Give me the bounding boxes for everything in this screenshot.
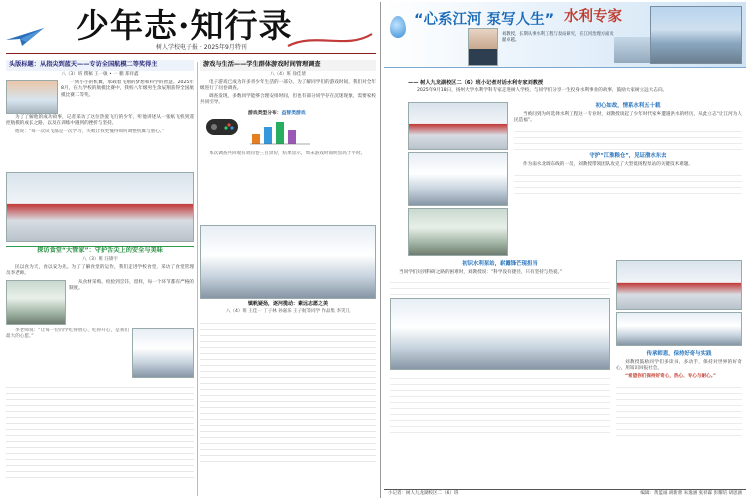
section-4-title: 传承师恩，保持好奇与实践 [646,351,712,357]
game-controller-row [200,109,376,151]
decorative-swash-icon [286,28,374,50]
left-column-b [200,60,376,498]
expert-portrait [468,28,498,66]
right-footer [384,489,746,498]
chart-bar-1 [252,134,260,144]
study-paragraph-3: 本次调查共回收有效问卷三百余份，结果显示，周末游戏时间明显高于平时。 [209,151,366,157]
game-type-chart [248,118,314,146]
interview-column-3 [616,350,742,437]
paper-plane-icon [6,26,46,48]
chart-box [248,111,318,150]
chart-label-text: 游戏类型分布： [248,111,282,117]
newspaper-subtitle: 树人学校电子报 · 2025年9月特刊 [156,44,247,51]
robot-exhibit-photo [200,225,376,299]
classroom-photo-2 [616,260,742,310]
left-page [6,4,376,498]
water-drop-icon [390,16,406,38]
left-column-a [6,60,194,498]
lead-paragraph-3: 他说：“每一次试飞都是一次学习，失败让我更懂得如何调整机翼与重心。” [15,128,165,134]
interview-column-1 [514,102,742,199]
section-4-more [616,382,742,436]
lead-byline: 八（3）班 撰稿 王一敏 • 一 鹏 郑祥鑫 [61,71,139,77]
section-3-more [390,277,610,295]
footer-reporters: 小记者：树人九龙湖校区二（6）班 [388,491,459,496]
canteen-headline: 探访食堂“大管家”：守护舌尖上的安全与美味 [37,247,163,254]
page-divider [380,2,381,498]
study-paragraph-2: 调查发现，多数同学能够合理安排时间，但也有部分同学存在沉迷现象，需要家校共同引导。 [200,93,376,106]
section-1-more [514,126,742,152]
canteen-paragraph-3: 李老师说：“让每一位同学吃得放心、吃得开心，是我们最大的心愿。” [6,327,129,340]
section-3-text: 当同学们问到科研之路的困难时，刘教授说：“科学没有捷径，只有坚持与热爱。” [399,269,563,275]
section-2-text: 作为南水北调东线的一员，刘教授带领团队攻克了大型低扬程泵站的关键技术难题。 [523,161,693,167]
chart-bar-2 [264,127,272,144]
lead-headline [6,60,194,71]
newspaper-title: 少年志·知行录 [76,6,293,45]
section-1-text: 当被问到为何选择水利工程这一专业时，刘教授谈起了少年时代家乡遭遇洪水的经历，从此立志“让江河为人民造福”。 [514,111,742,124]
dam-photo [650,6,742,64]
chart-title: 益智类游戏 [281,111,306,117]
game-controller-icon [202,115,242,141]
study-headline: 游戏与生活——学生群体游戏时间管理调查 [200,60,376,71]
lecture-photo-3 [408,208,508,256]
canteen-paragraph-2: 从食材采购、检验到烹饪、留样，每一个环节都有严格的制度。 [69,279,194,292]
study-byline: 八（4）班 徐佳倩 [270,71,306,77]
students-photo [390,298,610,370]
section-1-title: 初心如故，情系水利五十载 [595,103,661,109]
intro-text: 2025年9月18日，扬州大学水利学科专家走进树人学校，与同学们分享一生投身水利事业的故事，鼓励大家树立远大志向。 [417,87,668,93]
masthead [6,4,376,54]
banner-tag: 水利专家 [564,9,622,25]
expert-banner [384,2,746,68]
chart-bar-4 [288,130,296,144]
intro-heading: —— 树人九龙湖校区二（6）班小记者对话水利专家刘教授 [408,80,544,86]
lead-paragraph-1: 一到小小的机翼，承载着飞翔的梦想和科学的智慧。2025年8月，在九学校的航模比赛中，我校八年级男生余辰翔获得全国航模比赛二等奖。 [61,79,194,98]
lecture-photo-2 [408,152,508,206]
section-3-title: 初识水利泵站，崭露锋芒现担当 [462,261,538,267]
robot-caption: 镇帆疑扬，逐河揽动：素远志愿之美 [247,301,328,308]
classroom-photo [6,172,194,242]
canteen-paragraph-1: 民以食为天，食以安为先。为了了解食堂的运作，我们走进学校食堂，采访了食堂管理员李老师。 [6,264,194,277]
chart-label [248,111,318,118]
study-paragraph-1: 电子游戏已成为许多青少年生活的一部分。为了解同学们的游戏时间，我们对全年级进行了问卷调查。 [200,79,376,92]
robot-byline: 八（4）班 王佳一 丁子林 孙嘉乐 王子航等同学 作品集 李笑儿 [226,309,350,315]
section-4-text: 刘教授鼓励同学们多读书、多动手，保持对世界的好奇心，用知识回报社会。 [616,359,742,372]
banner-meta: 刘教授，长期从事水利工程与泵站研究，在江河治理方面贡献卓越。 [502,32,614,44]
section-3-closing [390,373,610,437]
expert-quote: “希望你们保持好奇心，热心、专心与耐心。” [625,374,717,380]
canteen-byline: 八（3）班 汪锦宇 [82,256,118,262]
section-2-title: 守护“江淮粮仓”，见证渤水东去 [589,153,667,160]
robot-paragraph [200,318,376,466]
canteen-paragraph-4 [6,382,194,478]
right-page [384,2,746,498]
section-2-more [514,170,742,198]
airplane-model-photo [6,80,58,114]
city-photo [614,37,650,63]
chart-bar-3 [276,122,284,144]
footer-editors: 编辑：黄蓝诚 胡新蕾 朱逸涵 张祥霖 彭耀培 胡思涵 [640,491,742,496]
students-desk-photo [616,312,742,346]
lead-headline-text: 从指尖到蓝天——专访全国航模二等奖得主 [39,61,158,68]
canteen-photo-1 [6,280,66,325]
interview-column-2 [390,260,610,438]
banner-title: “心系江河 泵写人生” [414,12,555,28]
lead-label: 头版标题： [9,61,40,68]
canteen-photo-2 [132,328,194,378]
lecture-photo-1 [408,102,508,150]
column-divider [197,62,198,496]
canteen-section [6,246,194,479]
interview-intro [408,80,738,95]
lead-paragraph-2: 为了了解他的成功故事，记者采访了这位热爱飞行的少年，听他讲述从一张纸飞机到遥控航模的成长之路，以及在训练中遇到的挫折与坚持。 [6,114,194,127]
